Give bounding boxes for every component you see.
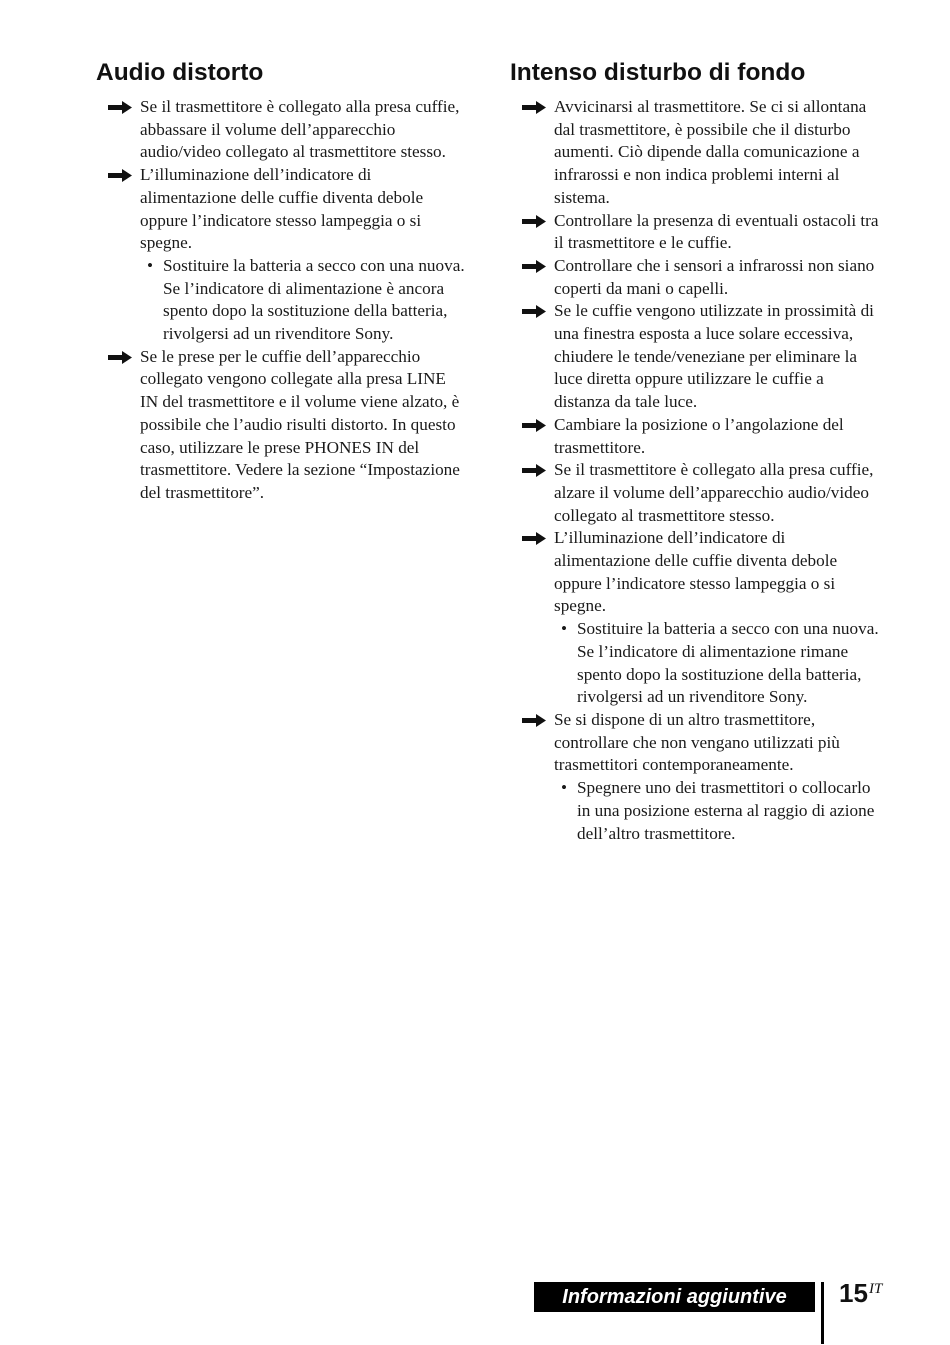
- list-item: [510, 210, 882, 255]
- footer-section-label: Informazioni aggiuntive: [534, 1282, 815, 1312]
- troubleshooting-list: [510, 96, 882, 845]
- section-heading: Intenso disturbo di fondo: [510, 59, 806, 86]
- section-audio-distorto: [96, 58, 468, 505]
- list-item: [96, 96, 468, 164]
- list-item: [510, 459, 882, 527]
- arrow-right-icon: [522, 419, 546, 432]
- list-item: [510, 300, 882, 414]
- list-item: [96, 164, 468, 346]
- list-item-text: L’illuminazione dell’indicatore di alimentazione delle cuffie diventa debole oppure l’indicatore stesso lampeggia o si spegne.: [140, 165, 424, 253]
- sub-list-item: [140, 255, 468, 346]
- page-number: 15: [839, 1278, 868, 1308]
- list-item: [510, 255, 882, 300]
- arrow-right-icon: [108, 351, 132, 364]
- list-item-text: Se si dispone di un altro trasmettitore, controllare che non vengano utilizzati più trasmettitori contemporaneamente.: [554, 709, 840, 775]
- arrow-right-icon: [522, 532, 546, 545]
- arrow-right-icon: [522, 101, 546, 114]
- arrow-right-icon: [522, 215, 546, 228]
- sub-list-item-text: Sostituire la batteria a secco con una nuova. Se l’indicatore di alimentazione è ancora spento dopo la sostituzione della batteria, rivolgersi ad un rivenditore Sony.: [163, 255, 465, 344]
- sub-list-item: [554, 777, 882, 845]
- footer-divider: [821, 1282, 824, 1344]
- sub-list-item-text: Sostituire la batteria a secco con una nuova. Se l’indicatore di alimentazione rimane spento dopo la sostituzione della batteria, rivolgersi ad un rivenditore Sony.: [577, 619, 879, 707]
- bullet-icon: •: [561, 778, 568, 798]
- list-item-text: Avvicinarsi al trasmettitore. Se ci si allontana dal trasmettitore, è possibile che il disturbo aumenti. Ciò dipende dalla comunicazione a infrarossi e non indica problemi interni al sistema.: [554, 97, 867, 207]
- list-item-text: Se il trasmettitore è collegato alla presa cuffie, abbassare il volume dell’apparecchio audio/video collegato al trasmettitore stesso.: [140, 97, 460, 162]
- section-intenso-disturbo: [510, 58, 882, 845]
- list-item-text: Controllare che i sensori a infrarossi non siano coperti da mani o capelli.: [554, 255, 875, 298]
- list-item: [510, 527, 882, 709]
- list-item-text: Controllare la presenza di eventuali ostacoli tra il trasmettitore e le cuffie.: [554, 210, 879, 253]
- list-item-text: Cambiare la posizione o l’angolazione del trasmettitore.: [554, 414, 844, 457]
- arrow-right-icon: [522, 464, 546, 477]
- arrow-right-icon: [522, 260, 546, 273]
- arrow-right-icon: [108, 101, 132, 114]
- sub-list-item-text: Spegnere uno dei trasmettitori o collocarlo in una posizione esterna al raggio di azione dell’altro trasmettitore.: [577, 778, 875, 843]
- bullet-icon: •: [561, 619, 568, 639]
- page-language-code: IT: [869, 1281, 883, 1297]
- list-item-text: Se le prese per le cuffie dell’apparecchio collegato vengono collegate alla presa LINE IN del trasmettitore e il volume viene alzato, è possibile che l’audio risulti distorto. In questo caso, utilizzare le prese PHONES IN del trasmettitore. Vedere la sezione “Impostazione del trasmettitore”.: [140, 346, 460, 502]
- list-item-text: Se il trasmettitore è collegato alla presa cuffie, alzare il volume dell’apparecchio audio/video collegato al trasmettitore stesso.: [554, 460, 874, 525]
- list-item-text: L’illuminazione dell’indicatore di alimentazione delle cuffie diventa debole oppure l’indicatore stesso lampeggia o si spegne.: [554, 528, 838, 616]
- list-item: [510, 709, 882, 845]
- list-item-text: Se le cuffie vengono utilizzate in prossimità di una finestra esposta a luce solare eccessiva, chiudere le tende/veneziane per eliminare la luce diretta oppure utilizzare le cuffie a distanza da tale luce.: [554, 301, 874, 412]
- bullet-icon: •: [147, 255, 154, 275]
- troubleshooting-list: [96, 96, 468, 505]
- list-item: [510, 414, 882, 459]
- arrow-right-icon: [108, 169, 132, 182]
- arrow-right-icon: [522, 305, 546, 318]
- section-heading: Audio distorto: [96, 59, 264, 86]
- list-item: [96, 346, 468, 505]
- list-item: [510, 96, 882, 210]
- sub-list-item: [554, 618, 882, 709]
- arrow-right-icon: [522, 714, 546, 727]
